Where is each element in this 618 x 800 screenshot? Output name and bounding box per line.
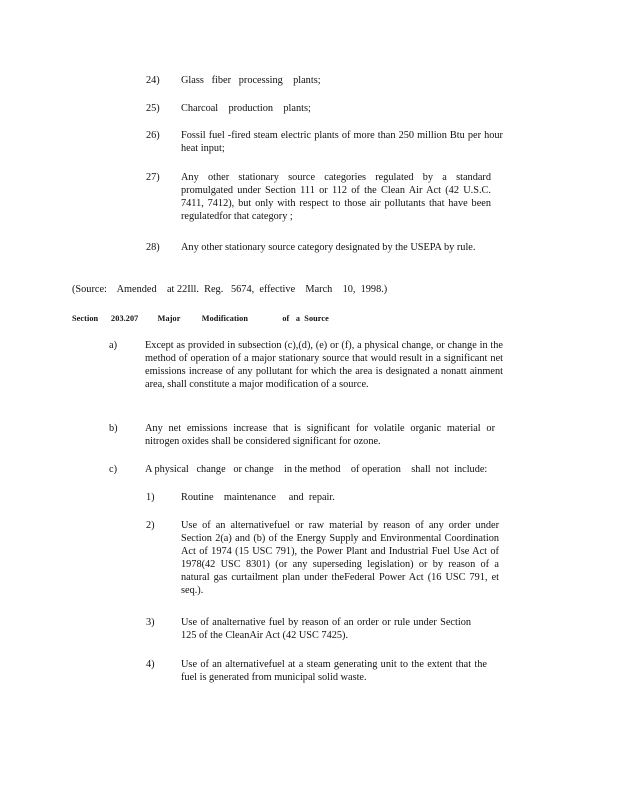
subsection-label: c) — [109, 464, 117, 475]
list-item-label: 25) — [146, 103, 160, 114]
list-item-text: Use of analternative fuel by reason of an order or rule under Section 125 of the CleanAir Act (42 USC 7425). — [181, 617, 471, 641]
list-item-text: Use of an alternativefuel or raw material by reason of any order under Section 2(a) and (b) of the Energy Supply and Environmental Coordination Act of 1974 (15 USC 791), the Power Plant and Industrial Fuel Use Act of 1978(42 USC 8301) (or any superseding legislation) or by reason of a natural gas curtailment plan under theFederal Power Act (16 USC 791, et seq.). — [181, 520, 499, 596]
list-item-text: Use of an alternativefuel at a steam generating unit to the extent that the fuel is generated from municipal solid waste. — [181, 659, 487, 683]
subsection-text: Any net emissions increase that is significant for volatile organic material or nitrogen oxides shall be considered significant for ozone. — [145, 423, 495, 447]
source-note: (Source: Amended at 22Ill. Reg. 5674, effective March 10, 1998.) — [72, 284, 388, 295]
list-item-text: Glass fiber processing plants; — [181, 75, 321, 86]
list-item-label: 2) — [146, 520, 155, 531]
subsection-text: A physical change or change in the method of operation shall not include: — [145, 464, 488, 475]
list-item-text: Any other stationary source categories regulated by a standard promulgated under Section 111 or 112 of the Clean Air Act (42 U.S.C. 7411, 7412), but only with respect to those air pollutants that have been regulatedfor that category ; — [181, 172, 491, 222]
list-item-label: 28) — [146, 242, 160, 253]
list-item-label: 1) — [146, 492, 155, 503]
list-item-label: 3) — [146, 617, 155, 628]
section-heading: Section 203.207 Major Modification of a Source — [72, 314, 329, 323]
list-item-label: 4) — [146, 659, 155, 670]
list-item-text: Any other stationary source category designated by the USEPA by rule. — [181, 242, 476, 253]
list-item-text: Charcoal production plants; — [181, 103, 311, 114]
subsection-text: Except as provided in subsection (c),(d), (e) or (f), a physical change, or change in the method of operation of a major stationary source that would result in a significant net emissions increase of any pollutant for which the area is designated a nonatt ainment area, shall constitute a major modification of a source. — [145, 340, 503, 390]
list-item-label: 26) — [146, 130, 160, 141]
list-item-label: 27) — [146, 172, 160, 183]
list-item-label: 24) — [146, 75, 160, 86]
subsection-label: b) — [109, 423, 118, 434]
list-item-text: Fossil fuel -fired steam electric plants of more than 250 million Btu per hour heat input; — [181, 130, 503, 154]
subsection-label: a) — [109, 340, 117, 351]
list-item-text: Routine maintenance and repair. — [181, 492, 335, 503]
